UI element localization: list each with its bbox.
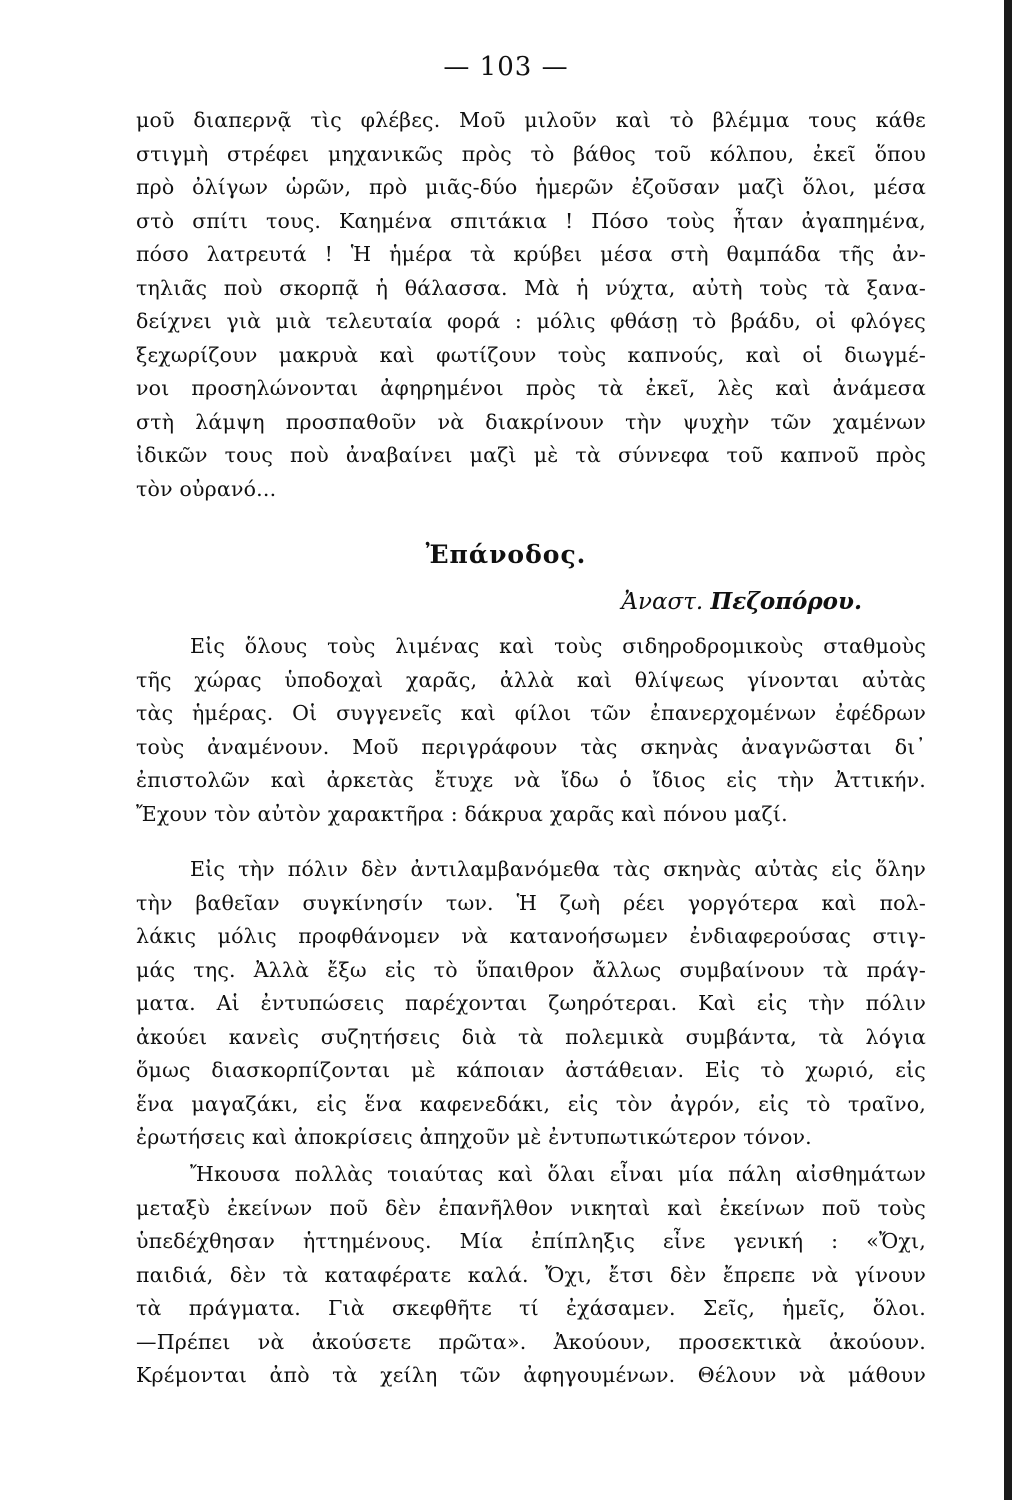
text-line: τοὺς ἀναμένουν. Μοῦ περιγράφουν τὰς σκηνὰς ἀναγνῶσται δι᾿ [136,734,926,759]
page-number: — 103 — [443,52,569,82]
text-line: ἰδικῶν τους ποὺ ἀναβαίνει μαζὶ μὲ τὰ σύννεφα τοῦ καπνοῦ πρὸς [136,443,926,467]
text-line: Ἤκουσα πολλὰς τοιαύτας καὶ ὅλαι εἶναι μία πάλη αἰσθημάτων [190,1162,926,1186]
section-title: Ἐπάνοδος. [425,540,587,569]
page-edge-shadow [1004,0,1012,1500]
text-line: ἐρωτήσεις καὶ ἀποκρίσεις ἀπηχοῦν μὲ ἐντυπωτικώτερον τόνον. [136,1125,812,1149]
paragraph [136,1158,926,1393]
text-line: στὴ λάμψη προσπαθοῦν νὰ διακρίνουν τὴν ψυχὴν τῶν χαμένων [136,409,926,434]
text-line: μοῦ διαπερνᾷ τὶς φλέβες. Μοῦ μιλοῦν καὶ τὸ βλέμμα τους κάθε [136,108,926,132]
text-line: τὰς ἡμέρας. Οἱ συγγενεῖς καὶ φίλοι τῶν ἐπανερχομένων ἐφέδρων [136,701,926,725]
text-line: Εἰς τὴν πόλιν δὲν ἀντιλαμβανόμεθα τὰς σκηνὰς αὐτὰς εἰς ὅλην [190,857,926,881]
text-line: λάκις μόλις προφθάνομεν νὰ κατανοήσωμεν ἐνδιαφερούσας στιγ- [136,924,926,948]
text-line: Εἰς ὅλους τοὺς λιμένας καὶ τοὺς σιδηροδρομικοὺς σταθμοὺς [190,634,926,658]
author-last-name: Πεζοπόρου. [710,588,862,615]
text-line: Κρέμονται ἀπὸ τὰ χείλη τῶν ἀφηγουμένων. Θέλουν νὰ μάθουν [136,1363,926,1387]
text-line: —Πρέπει νὰ ἀκούσετε πρῶτα». Ἀκούουν, προσεκτικὰ ἀκούουν. [136,1329,926,1354]
text-line: τὴν βαθεῖαν συγκίνησίν των. Ἡ ζωὴ ρέει γοργότερα καὶ πολ- [136,890,926,915]
article-author [621,588,862,615]
text-line: ἕνα μαγαζάκι, εἰς ἕνα καφενεδάκι, εἰς τὸν ἀγρόν, εἰς τὸ τραῖνο, [136,1091,926,1116]
text-line: πόσο λατρευτά ! Ἡ ἡμέρα τὰ κρύβει μέσα στὴ θαμπάδα τῆς ἀν- [136,242,926,266]
text-line: ὅμως διασκορπίζονται μὲ κάποιαν ἀστάθειαν. Εἰς τὸ χωριό, εἰς [136,1058,926,1082]
text-line: παιδιά, δὲν τὰ καταφέρατε καλά. Ὄχι, ἔτσι δὲν ἔπρεπε νὰ γίνουν [136,1262,926,1287]
text-line: μάς της. Ἀλλὰ ἔξω εἰς τὸ ὕπαιθρον ἄλλως συμβαίνουν τὰ πράγ- [136,957,926,982]
text-line: πρὸ ὀλίγων ὡρῶν, πρὸ μιᾶς-δύο ἡμερῶν ἐζοῦσαν μαζὶ ὅλοι, μέσα [136,175,926,199]
text-line: Ἔχουν τὸν αὐτὸν χαρακτῆρα : δάκρυα χαρᾶς καὶ πόνου μαζί. [136,801,788,826]
author-first-name: Ἀναστ. [621,589,704,615]
text-line: μεταξὺ ἐκείνων ποῦ δὲν ἐπανῆλθον νικηταὶ καὶ ἐκείνων ποῦ τοὺς [136,1195,926,1220]
text-line: νοι προσηλώνονται ἀφηρημένοι πρὸς τὰ ἐκεῖ, λὲς καὶ ἀνάμεσα [136,376,926,400]
text-line: ὑπεδέχθησαν ἡττημένους. Μία ἐπίπληξις εἶνε γενική : «Ὄχι, [136,1229,926,1253]
text-line: τὸν οὐρανό... [136,476,277,501]
text-line: τὰ πράγματα. Γιὰ σκεφθῆτε τί ἐχάσαμεν. Σεῖς, ἡμεῖς, ὅλοι. [136,1296,926,1320]
text-line: ἐπιστολῶν καὶ ἀρκετὰς ἔτυχε νὰ ἴδω ὁ ἴδιος εἰς τὴν Ἀττικήν. [136,768,926,792]
paragraph [136,630,926,831]
text-line: τῆς χώρας ὑποδοχαὶ χαρᾶς, ἀλλὰ καὶ θλίψεως γίνονται αὐτὰς [136,667,926,692]
text-line: στιγμὴ στρέφει μηχανικῶς πρὸς τὸ βάθος τοῦ κόλπου, ἐκεῖ ὅπου [136,141,926,166]
text-line: ἀκούει κανεὶς συζητήσεις διὰ τὰ πολεμικὰ συμβάντα, τὰ λόγια [136,1024,926,1049]
paragraph-continuation [136,104,926,506]
text-line: στὸ σπίτι τους. Καημένα σπιτάκια ! Πόσο τοὺς ἦταν ἀγαπημένα, [136,208,926,233]
text-line: ματα. Αἱ ἐντυπώσεις παρέχονται ζωηρότεραι. Καὶ εἰς τὴν πόλιν [136,991,926,1015]
text-line: τηλιᾶς ποὺ σκορπᾷ ἡ θάλασσα. Μὰ ἡ νύχτα, αὐτὴ τοὺς τὰ ξανα- [136,275,926,300]
paragraph [136,853,926,1155]
text-line: δείχνει γιὰ μιὰ τελευταία φορά : μόλις φθάσῃ τὸ βράδυ, οἱ φλόγες [136,309,926,333]
text-line: ξεχωρίζουν μακρυὰ καὶ φωτίζουν τοὺς καπνούς, καὶ οἱ διωγμέ- [136,342,926,367]
